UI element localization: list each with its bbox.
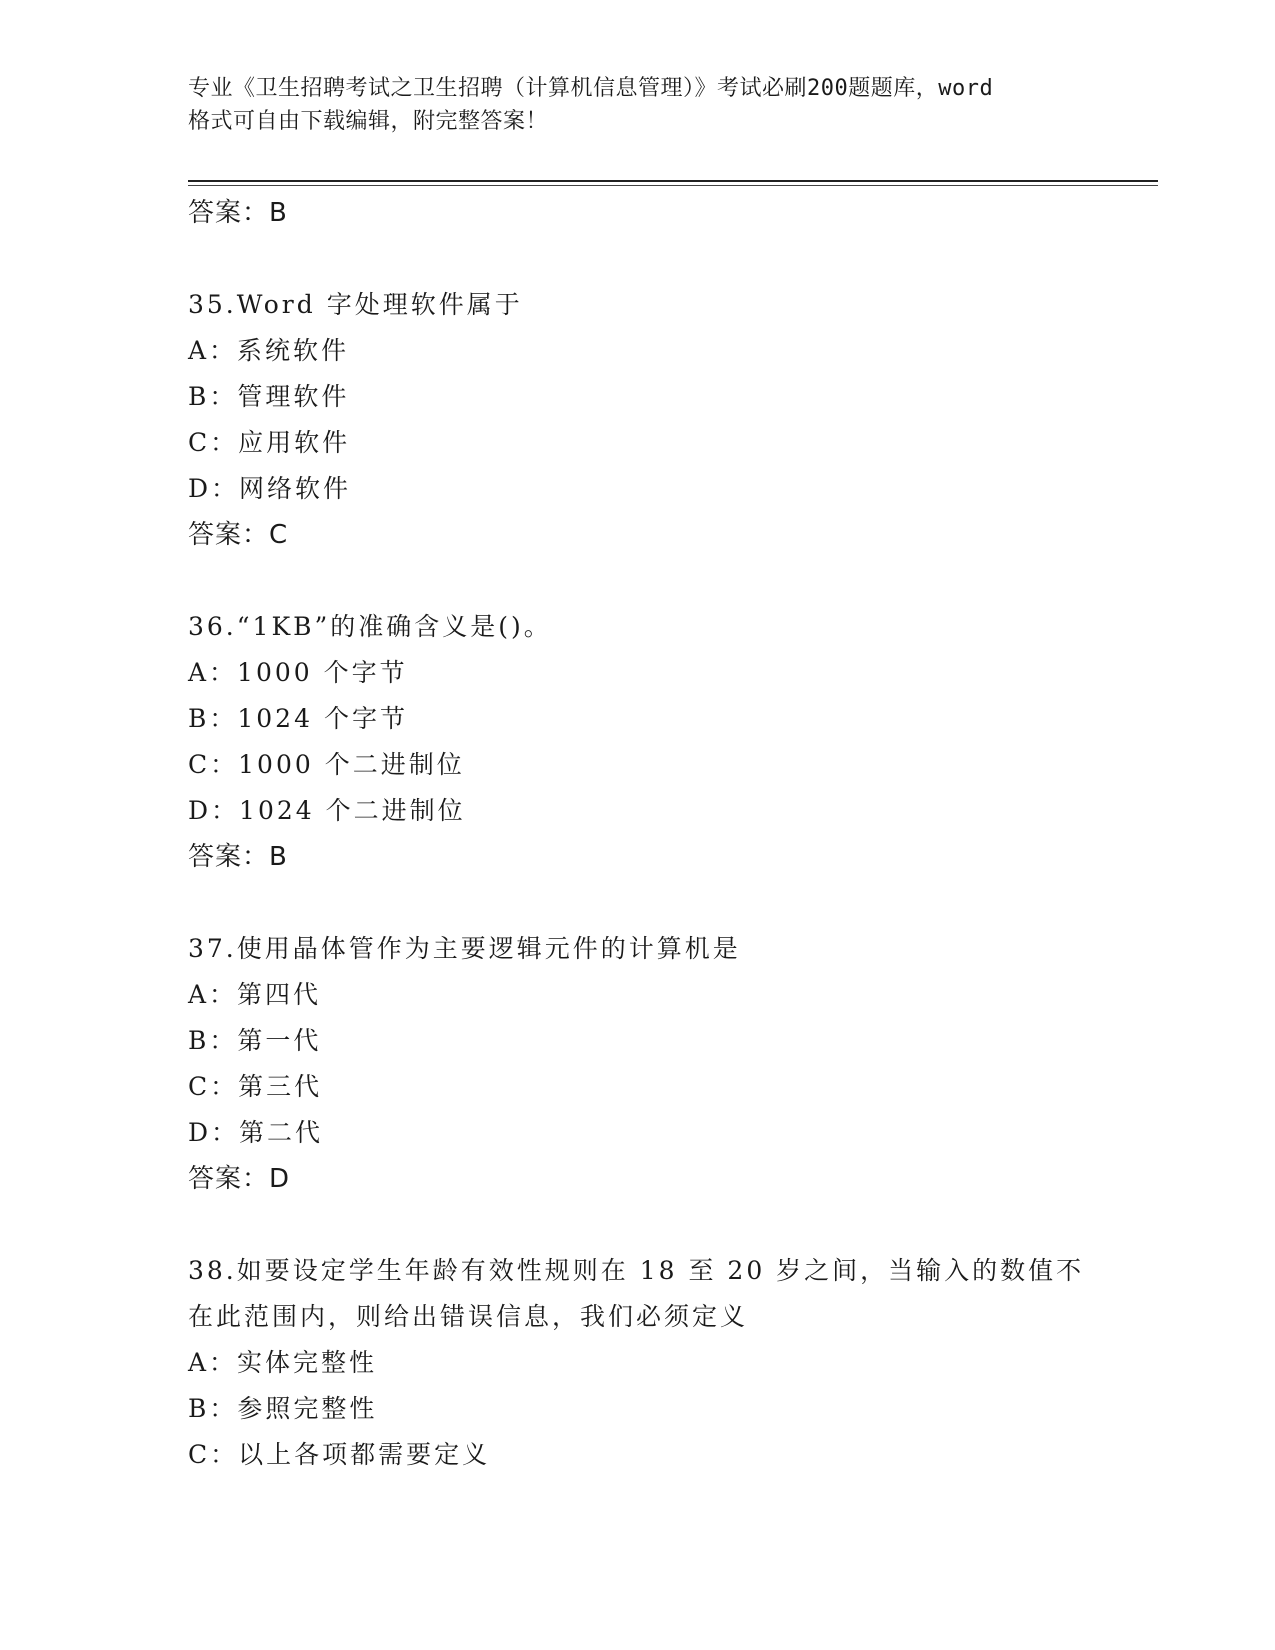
header-divider-thick xyxy=(188,180,1158,182)
question-37 xyxy=(188,926,1088,1202)
option-a: A：第四代 xyxy=(188,980,322,1009)
option-a: A：系统软件 xyxy=(188,336,350,365)
answer-line: 答案：D xyxy=(188,1164,291,1194)
option-d: D：网络软件 xyxy=(188,474,352,503)
option-c: C：第三代 xyxy=(188,1072,323,1101)
answer-line: 答案：C xyxy=(188,520,289,550)
option-c: C：以上各项都需要定义 xyxy=(188,1440,491,1469)
question-stem: 38.如要设定学生年龄有效性规则在 18 至 20 岁之间，当输入的数值不在此范围内，则给出错误信息，我们必须定义 xyxy=(188,1256,1085,1331)
spacer xyxy=(188,880,1088,926)
option-b: B：参照完整性 xyxy=(188,1394,378,1423)
option-b: B：管理软件 xyxy=(188,382,350,411)
question-36 xyxy=(188,604,1088,880)
header-title-line-1: 专业《卫生招聘考试之卫生招聘（计算机信息管理）》考试必刷200题题库，word xyxy=(188,76,994,101)
question-stem: 37.使用晶体管作为主要逻辑元件的计算机是 xyxy=(188,934,741,963)
question-list xyxy=(188,190,1088,1478)
previous-answer: 答案：B xyxy=(188,198,288,228)
option-b: B：第一代 xyxy=(188,1026,322,1055)
question-stem: 36.“1KB”的准确含义是()。 xyxy=(188,612,552,641)
option-d: D：第二代 xyxy=(188,1118,324,1147)
option-c: C：1000 个二进制位 xyxy=(188,750,465,779)
option-a: A：实体完整性 xyxy=(188,1348,378,1377)
spacer xyxy=(188,236,1088,282)
document-header xyxy=(188,72,1088,138)
option-c: C：应用软件 xyxy=(188,428,351,457)
answer-line: 答案：B xyxy=(188,842,288,872)
option-a: A：1000 个字节 xyxy=(188,658,408,687)
question-35 xyxy=(188,282,1088,558)
header-divider-thin xyxy=(188,185,1158,186)
option-b: B：1024 个字节 xyxy=(188,704,408,733)
question-stem: 35.Word 字处理软件属于 xyxy=(188,290,523,319)
question-38 xyxy=(188,1248,1088,1478)
option-d: D：1024 个二进制位 xyxy=(188,796,466,825)
header-title-line-2: 格式可自由下载编辑，附完整答案！ xyxy=(188,109,549,134)
spacer xyxy=(188,1202,1088,1248)
spacer xyxy=(188,558,1088,604)
